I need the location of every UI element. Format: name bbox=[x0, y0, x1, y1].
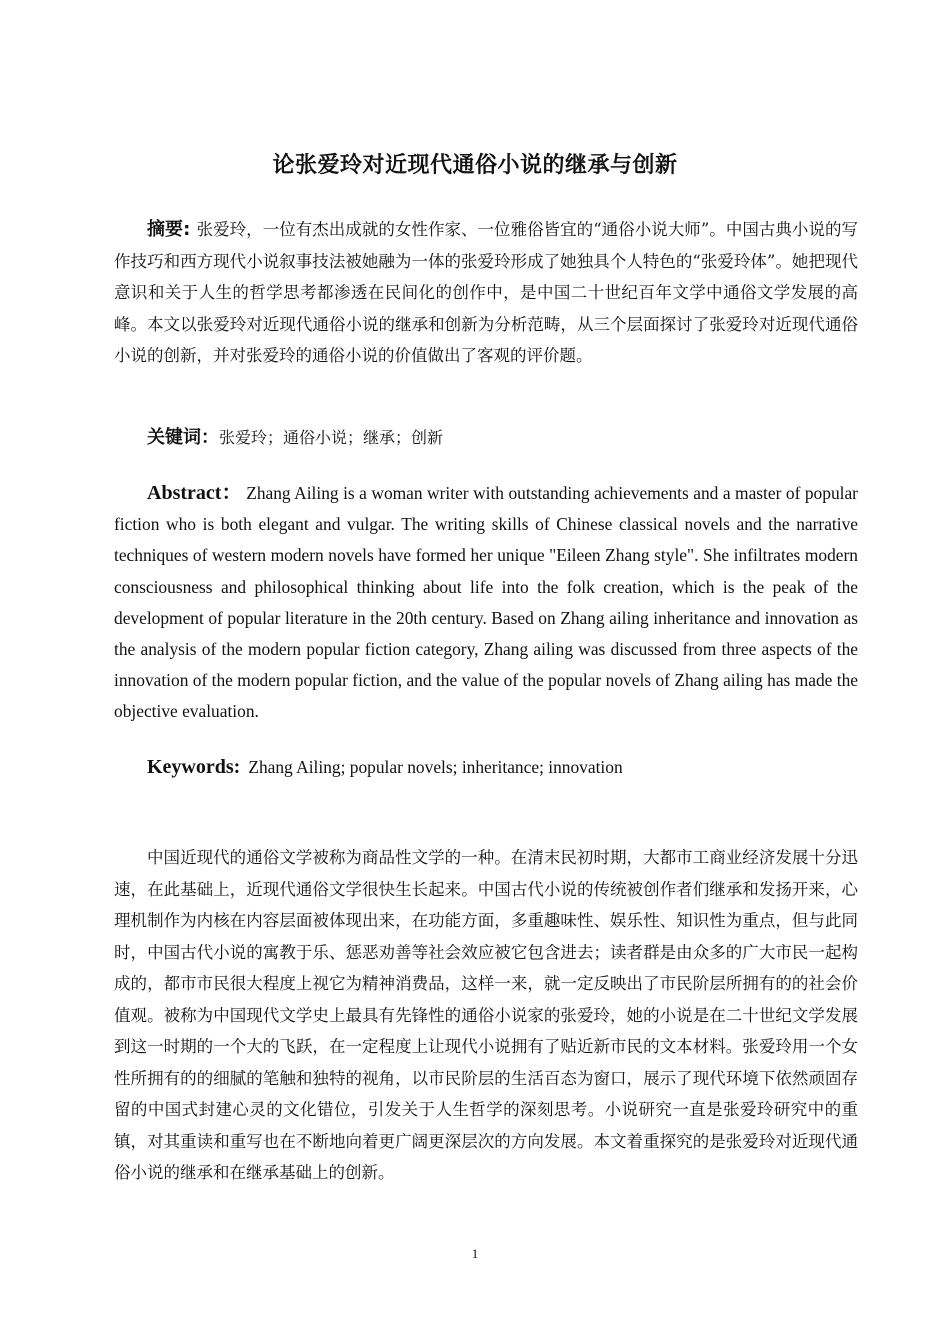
abstract-en-text: Zhang Ailing is a woman writer with outstanding achievements and a master of popular fiction who is both elegant and vulgar. The writing skills of Chinese classical novels and the narrative techniques of western modern novels have formed her unique "Eileen Zhang style". She infiltrates modern consciousness and philosophical thinking about life into the folk creation, which is the peak of the development of popular literature in the 20th century. Based on Zhang ailing inheritance and innovation as the analysis of the modern popular fiction category, Zhang ailing was discussed from three aspects of the innovation of the modern popular fiction, and the value of the popular novels of Zhang ailing has made the objective evaluation. bbox=[114, 483, 858, 722]
abstract-zh-text: 张爱玲，一位有杰出成就的女性作家、一位雅俗皆宜的“通俗小说大师”。中国古典小说的写作技巧和西方现代小说叙事技法被她融为一体的张爱玲形成了她独具个人特色的“张爱玲体”。她把现代意识和关于人生的哲学思考都渗透在民间化的创作中，是中国二十世纪百年文学中通俗文学发展的高峰。本文以张爱玲对近现代通俗小说的继承和创新为分析范畴，从三个层面探讨了张爱玲对近现代通俗小说的创新，并对张爱玲的通俗小说的价值做出了客观的评价题。 bbox=[114, 220, 859, 365]
keywords-zh-text: 张爱玲；通俗小说；继承；创新 bbox=[219, 428, 444, 447]
keywords-zh-label: 关键词： bbox=[147, 427, 219, 448]
abstract-zh bbox=[114, 214, 858, 372]
abstract-en bbox=[114, 478, 858, 728]
keywords-en-text: Zhang Ailing; popular novels; inheritance; innovation bbox=[248, 757, 623, 777]
page-number: 1 bbox=[471, 1246, 479, 1261]
keywords-en bbox=[114, 756, 858, 779]
keywords-en-label: Keywords: bbox=[147, 756, 241, 778]
abstract-zh-separator: : bbox=[183, 219, 197, 240]
abstract-zh-label: 摘要 bbox=[147, 219, 184, 240]
keywords-zh bbox=[114, 423, 858, 449]
document-title: 论张爱玲对近现代通俗小说的继承与创新 bbox=[272, 153, 678, 178]
body-paragraph: 中国近现代的通俗文学被称为商品性文学的一种。在清末民初时期，大都市工商业经济发展十分迅速，在此基础上，近现代通俗文学很快生长起来。中国古代小说的传统被创作者们继承和发扬开来，心理机制作为内核在内容层面被体现出来，在功能方面，多重趣味性、娱乐性、知识性为重点，但与此同时，中国古代小说的寓教于乐、惩恶劝善等社会效应被它包含进去；读者群是由众多的广大市民一起构成的，都市市民很大程度上视它为精神消费品，这样一来，就一定反映出了市民阶层所拥有的的社会价值观。被称为中国现代文学史上最具有先锋性的通俗小说家的张爱玲，她的小说是在二十世纪文学发展到这一时期的一个大的飞跃，在一定程度上让现代小说拥有了贴近新市民的文本材料。张爱玲用一个女性所拥有的的细腻的笔触和独特的视角，以市民阶层的生活百态为窗口，展示了现代环境下依然顽固存留的中国式封建心灵的文化错位，引发关于人生哲学的深刻思考。小说研究一直是张爱玲研究中的重镇，对其重读和重写也在不断地向着更广阔更深层次的方向发展。本文着重探究的是张爱玲对近现代通俗小说的继承和在继承基础上的创新。 bbox=[114, 848, 858, 1182]
abstract-en-label: Abstract： bbox=[147, 482, 242, 504]
